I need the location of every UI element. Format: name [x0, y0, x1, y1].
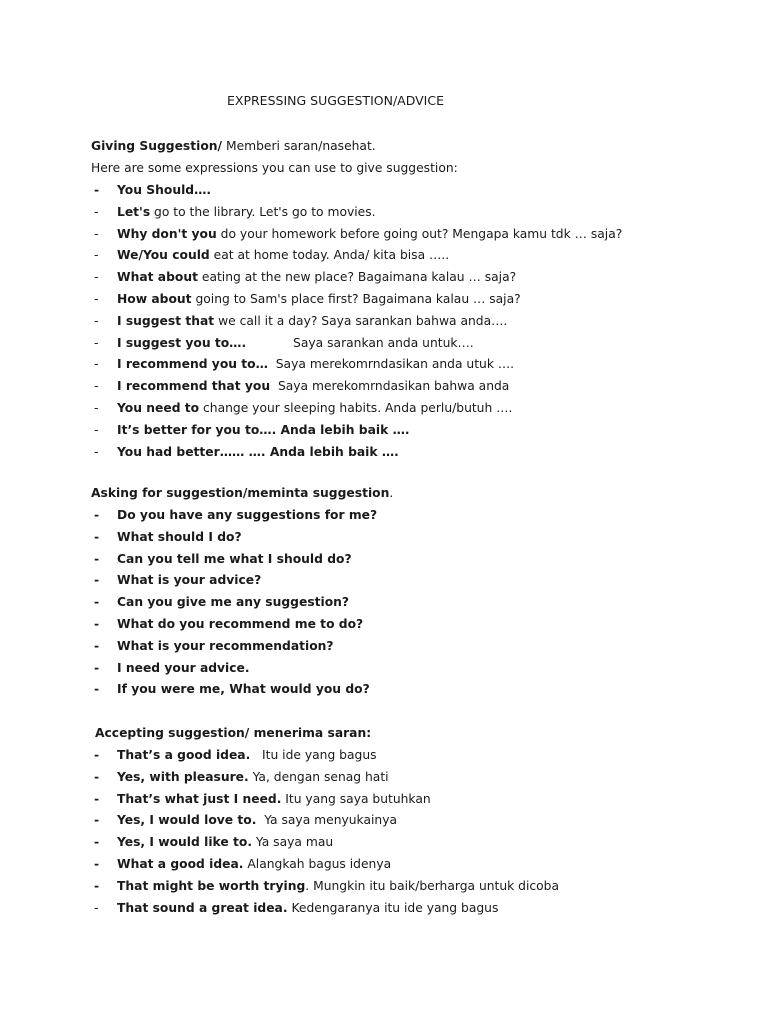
- list-item-bold: I suggest you to….: [117, 335, 247, 350]
- list-item: [0, 399, 768, 419]
- list-item: [0, 443, 768, 463]
- list-item-text: [117, 615, 363, 633]
- list-item-bold: You Should….: [117, 183, 212, 197]
- bullet-dash: -: [94, 835, 100, 850]
- bullet-dash: -: [94, 508, 100, 522]
- bullet-dash: -: [94, 529, 100, 544]
- list-item-text: [117, 680, 370, 698]
- list-item-bold: If you were me, What would you do?: [117, 682, 370, 697]
- bullet-dash: -: [94, 900, 99, 915]
- list-item: [0, 790, 768, 810]
- list-item: [0, 181, 768, 201]
- list-item-bold: Yes, I would like to.: [117, 835, 253, 850]
- list-item-bold: I suggest that: [117, 313, 215, 328]
- list-item-rest: Saya merekomrndasikan bahwa anda: [270, 379, 510, 394]
- list-item-text: [117, 377, 509, 395]
- bullet-dash: -: [94, 204, 99, 219]
- bullet-dash: -: [94, 748, 100, 762]
- asking-heading-rest: .: [389, 486, 394, 500]
- list-item-text: [117, 399, 512, 417]
- list-item-bold: What should I do?: [117, 529, 242, 544]
- list-item-rest: do your homework before going out? Mengapa kamu tdk … saja?: [216, 226, 623, 241]
- bullet-dash: -: [94, 357, 99, 372]
- list-item-text: [117, 811, 397, 829]
- list-item: [0, 768, 768, 788]
- list-item-bold: What a good idea.: [117, 857, 244, 871]
- list-item: [0, 203, 768, 223]
- list-item: [0, 246, 768, 266]
- bullet-dash: -: [94, 617, 100, 631]
- list-item-text: [117, 637, 334, 655]
- list-item-text: [117, 506, 377, 524]
- list-item-bold: That’s what just I need.: [117, 791, 282, 806]
- bullet-dash: -: [94, 313, 99, 328]
- list-item-rest: going to Sam's place first? Bagaimana kalau … saja?: [191, 292, 521, 306]
- list-item-text: [117, 550, 352, 568]
- list-item-rest: Ya saya menyukainya: [256, 813, 398, 828]
- bullet-dash: -: [94, 183, 100, 197]
- list-item-bold: That sound a great idea.: [117, 900, 288, 915]
- list-item: [0, 528, 768, 548]
- bullet-dash: -: [94, 292, 99, 306]
- list-item-rest: eating at the new place? Bagaimana kalau … saja?: [197, 270, 517, 285]
- list-item: [0, 615, 768, 635]
- list-item-text: [117, 571, 261, 589]
- document-title: EXPRESSING SUGGESTION/ADVICE: [227, 93, 444, 108]
- list-item-text: [117, 246, 449, 264]
- list-item-text: [117, 855, 391, 873]
- list-item-text: [117, 899, 498, 917]
- bullet-dash: -: [94, 791, 100, 806]
- list-item-bold: We/You could: [117, 248, 210, 263]
- list-item-text: [117, 225, 622, 243]
- list-item-rest: Saya sarankan anda untuk….: [246, 335, 474, 350]
- list-item: [0, 268, 768, 288]
- asking-heading-bold: Asking for suggestion/meminta suggestion: [91, 486, 390, 500]
- bullet-dash: -: [94, 226, 99, 241]
- accepting-heading-bold: Accepting suggestion/ menerima saran:: [95, 726, 372, 740]
- list-item-rest: Itu yang saya butuhkan: [281, 791, 431, 806]
- bullet-dash: -: [94, 422, 99, 437]
- giving-heading-rest: Memberi saran/nasehat.: [222, 139, 376, 153]
- list-item: [0, 377, 768, 397]
- list-item: [0, 659, 768, 679]
- bullet-dash: -: [94, 335, 99, 350]
- list-item-bold: I need your advice.: [117, 660, 250, 675]
- list-item-bold: Yes, I would love to.: [117, 813, 257, 828]
- giving-heading-bold: Giving Suggestion/: [91, 139, 223, 153]
- list-item-rest: Saya merekomrndasikan anda utuk ….: [267, 357, 515, 372]
- list-item-text: [117, 877, 559, 895]
- list-item: [0, 833, 768, 853]
- list-item: [0, 421, 768, 441]
- bullet-dash: -: [94, 769, 100, 784]
- list-item-bold: You need to: [117, 401, 200, 415]
- list-item-bold: I recommend you to…: [117, 357, 268, 372]
- list-item-bold: Do you have any suggestions for me?: [117, 508, 378, 522]
- list-item: [0, 593, 768, 613]
- asking-heading: [91, 484, 393, 502]
- list-item: [0, 637, 768, 657]
- bullet-dash: -: [94, 551, 100, 566]
- list-item: [0, 811, 768, 831]
- list-item-text: [117, 421, 410, 439]
- list-item: [0, 899, 768, 919]
- list-item-rest: Kedengaranya itu ide yang bagus: [287, 900, 499, 915]
- list-item-bold: Let's: [117, 204, 151, 219]
- list-item-bold: What about: [117, 270, 198, 285]
- list-item-bold: Why don't you: [117, 226, 217, 241]
- list-item-bold: What do you recommend me to do?: [117, 617, 364, 631]
- list-item-bold: Can you give me any suggestion?: [117, 595, 350, 610]
- list-item-text: [117, 290, 521, 308]
- giving-intro: Here are some expressions you can use to give suggestion:: [91, 161, 458, 175]
- list-item-rest: Ya, dengan senag hati: [248, 769, 389, 784]
- list-item-bold: How about: [117, 292, 192, 306]
- bullet-dash: -: [94, 857, 100, 871]
- list-item: [0, 290, 768, 310]
- list-item-rest: change your sleeping habits. Anda perlu/butuh ….: [199, 401, 513, 415]
- list-item: [0, 355, 768, 375]
- list-item-bold: Yes, with pleasure.: [117, 769, 249, 784]
- list-item-bold: Can you tell me what I should do?: [117, 551, 352, 566]
- list-item-rest: eat at home today. Anda/ kita bisa …..: [209, 248, 450, 263]
- list-item-text: [117, 746, 377, 764]
- bullet-dash: -: [94, 379, 99, 394]
- list-item-bold: That might be worth trying: [117, 878, 306, 893]
- list-item-text: [117, 768, 389, 786]
- bullet-dash: -: [94, 638, 100, 653]
- list-item-text: [117, 181, 211, 199]
- list-item: [0, 855, 768, 875]
- list-item-text: [117, 790, 431, 808]
- list-item-rest: Itu ide yang bagus: [250, 748, 377, 762]
- list-item-rest: . Mungkin itu baik/berharga untuk dicoba: [305, 878, 560, 893]
- list-item-bold: What is your advice?: [117, 573, 262, 588]
- bullet-dash: -: [94, 813, 100, 828]
- list-item-rest: go to the library. Let's go to movies.: [150, 204, 376, 219]
- giving-heading: [91, 137, 376, 155]
- bullet-dash: -: [94, 682, 100, 697]
- list-item: [0, 571, 768, 591]
- list-item: [0, 506, 768, 526]
- bullet-dash: -: [94, 248, 99, 263]
- list-item-text: [117, 528, 242, 546]
- bullet-dash: -: [94, 270, 99, 285]
- list-item-text: [117, 312, 507, 330]
- bullet-dash: -: [94, 573, 100, 588]
- list-item-bold: It’s better for you to…. Anda lebih baik ….: [117, 422, 410, 437]
- list-item-text: [117, 443, 399, 461]
- list-item-text: [117, 203, 376, 221]
- list-item-bold: What is your recommendation?: [117, 638, 334, 653]
- list-item-rest: Alangkah bagus idenya: [243, 857, 392, 871]
- list-item: [0, 334, 768, 354]
- list-item-text: [117, 833, 333, 851]
- list-item-bold: I recommend that you: [117, 379, 271, 394]
- list-item: [0, 225, 768, 245]
- bullet-dash: -: [94, 401, 99, 415]
- list-item: [0, 746, 768, 766]
- list-item-bold: That’s a good idea.: [117, 748, 251, 762]
- list-item-text: [117, 593, 349, 611]
- bullet-dash: -: [94, 444, 99, 459]
- bullet-dash: -: [94, 878, 100, 893]
- list-item-bold: You had better…… …. Anda lebih baik ….: [117, 444, 399, 459]
- list-item: [0, 680, 768, 700]
- list-item-text: [117, 355, 514, 373]
- list-item: [0, 877, 768, 897]
- list-item-text: [117, 659, 250, 677]
- bullet-dash: -: [94, 660, 100, 675]
- list-item-text: [117, 268, 516, 286]
- bullet-dash: -: [94, 595, 100, 610]
- accepting-heading: [95, 724, 371, 742]
- list-item: [0, 312, 768, 332]
- list-item: [0, 550, 768, 570]
- list-item-rest: we call it a day? Saya sarankan bahwa anda….: [214, 313, 508, 328]
- list-item-text: [117, 334, 474, 352]
- list-item-rest: Ya saya mau: [252, 835, 334, 850]
